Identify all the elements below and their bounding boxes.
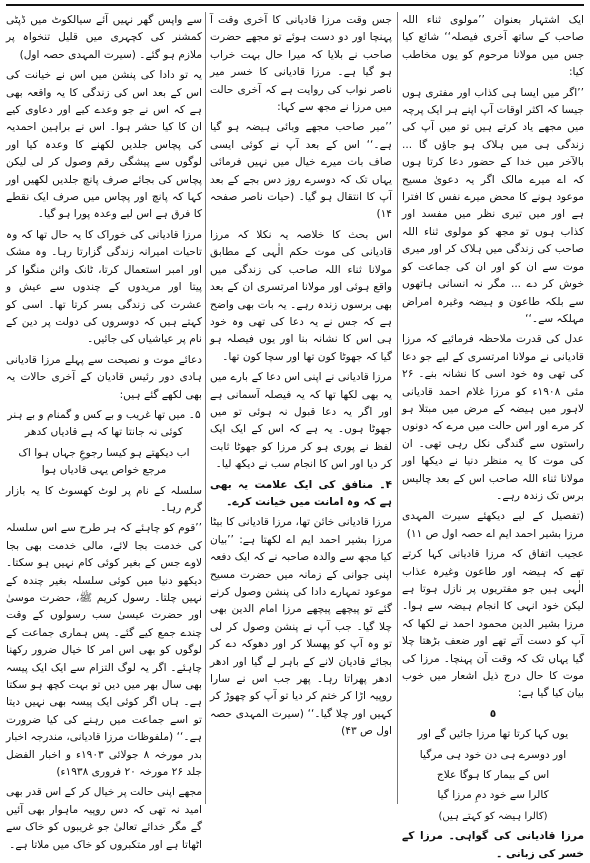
- column-right-paragraph-1: ایک اشتہار بعنوان ’’مولوی ثناء اللہ صاحب کے ساتھ آخری فیصلہ‘‘ شائع کیا جس میں مولانا مرحوم کو یوں مخاطب کیا:: [402, 14, 584, 79]
- column-left-paragraph-2: یہ تو دادا کی پنشن میں اس نے خیانت کی اس کے بعد اس کی زندگی کا یہ واقعہ بھی ہے کہ اس نے جو وعدے کیے اور دعاوی کیے ان کا کیا حشر ہوا۔ اس نے براہین احمدیہ کی پچاس جلدیں لکھنے کا وعدہ کیا اور لوگوں سے پیشگی رقم وصول کر لی لیکن پچاس کی بجائے صرف پانچ جلدیں لکھیں اور کہا کہ پانچ اور پچاس میں صرف ایک نقطے کا فرق ہے اس لیے وعدہ پورا ہو گیا۔: [6, 69, 202, 221]
- verse-line-1: یوں کہا کرتا تھا مرزا جائیں گے اور: [417, 728, 569, 741]
- column-right-paragraph-4: (تفصیل کے لیے دیکھئے سیرت المہدی مرزا بشیر احمد ایم اے حصہ اول ص ۱۱): [402, 510, 584, 540]
- column-right-paragraph-5: عجیب اتفاق کہ مرزا قادیانی کہا کرتے تھے کہ ہیضہ اور طاعون وغیرہ عذاب الٰہی ہیں جو مفتریوں پر نازل ہوتا ہے لیکن خود انہی کا انجام ہیضہ سے ہوا۔ مرزا بشیر الدین محمود احمد نے لکھا کہ آپ کو دست آتے تھے اور ضعف بڑھتا چلا گیا یہاں تک کہ وقت آن پہنچا۔ مرزا کی موت کا حال درج ذیل اشعار میں خوب بیان کیا گیا ہے:: [402, 548, 584, 700]
- column-left-paragraph-3: مرزا قادیانی کی خوراک کا یہ حال تھا کہ وہ تاحیات امیرانہ زندگی گزارتا رہا۔ وہ مشک اور امبر استعمال کرتا، ٹانک وائن منگوا کر پیتا اور مریدوں کے چندوں سے عیش و عشرت کی زندگی بسر کرتا تھا۔ اسی کو کہتے ہیں کہ دوسروں کی دولت پر دین کے نام پر عیاشیاں کی جائیں۔: [6, 228, 202, 346]
- column-left-paragraph-7: سلسلہ کے نام پر لوٹ کھسوٹ کا یہ بازار گرم رہا۔: [6, 484, 202, 514]
- verse-line-4: کالرا سے خود دمِ مرزا گیا: [437, 789, 549, 802]
- column-middle-paragraph-5: ۴۔ منافق کی ایک علامت یہ بھی ہے کہ وہ امانت میں خیانت کرے۔: [210, 478, 392, 508]
- column-right-paragraph-3: عدل کی قدرت ملاحظہ فرمائیے کہ مرزا قادیانی نے مولانا امرتسری کے لیے جو دعا کی تھی وہ خود اسی کا نشانہ بنے۔ ۲۶ مئی ۱۹۰۸ء کو مرزا غلام احمد قادیانی لاہور میں ہیضہ کے مرض میں مبتلا ہو کر مرے اور اس حالت میں مرے کہ دونوں راستوں سے گندگی نکل رہی تھی۔ ان کی موت کا یہ منظر دنیا نے دیکھا اور مولانا ثناء اللہ صاحب اس کے بعد چالیس برس تک زندہ رہے۔: [402, 333, 584, 502]
- top-rule: [6, 4, 584, 6]
- column-left-paragraph-8: ’’قوم کو چاہئے کہ ہر طرح سے اس سلسلہ کی خدمت بجا لائے، مالی خدمت بھی بجا لاوے جس کے بغیر کوئی کام نہیں ہو سکتا۔ دیکھو دنیا میں کوئی سلسلہ بغیر چندہ کے نہیں چلتا۔ رسول کریم ﷺ، حضرت موسیٰ اور حضرت عیسیٰ سب رسولوں کے وقت چندے جمع کیے گئے۔ پس ہماری جماعت کے لوگوں کو بھی اس امر کا خیال ضرور رکھنا چاہئے۔ اگر یہ لوگ التزام سے ایک ایک پیسہ بھی سال بھر میں دیں تو بہت کچھ ہو سکتا ہے۔ ہاں اگر کوئی ایک پیسہ بھی نہیں دیتا تو اسے جماعت میں رہنے کی کیا ضرورت ہے۔‘‘ (ملفوظات مرزا قادیانی، مندرجہ اخبار بدر مورخہ ۸ جولائی ۱۹۰۳ء و اخبار الفضل جلد ۲۶ مورخہ ۲۰ فروری ۱۹۳۸ء): [6, 522, 202, 779]
- section-marker: ٥: [489, 707, 497, 720]
- column-left: [6, 12, 202, 851]
- column-right: [402, 12, 584, 860]
- column-left-verse-2: اب دیکھتے ہو کیسا رجوعِ جہاں ہوا اک مرجع خواص یہی قادیاں ہوا: [18, 446, 190, 477]
- column-right-closing-line: مرزا قادیانی کی گواہی۔ مرزا کے خسر کی زبانی ۔: [402, 830, 584, 860]
- column-middle-paragraph-6: مرزا قادیانی خائن تھا، مرزا قادیانی کا بیٹا مرزا بشیر احمد ایم اے لکھتا ہے: ’’بیان کیا مجھ سے والدہ صاحبہ نے کہ ایک دفعہ اپنی جوانی کے زمانہ میں حضرت مسیح موعود تمہارے دادا کی پنشن وصول کرنے گئے تو پیچھے پیچھے مرزا امام الدین بھی چلا گیا۔ جب آپ نے پنشن وصول کر لی تو وہ آپ کو پھسلا کر اور دھوکہ دے کر بجائے قادیان لانے کے باہر لے گیا اور ادھر ادھر پھراتا رہا۔ پھر جب اس نے سارا روپیہ اڑا کر ختم کر دیا تو آپ کو چھوڑ کر کہیں اور چلا گیا۔‘‘ (سیرت المہدی حصہ اول ص ۴۳): [210, 516, 392, 738]
- column-left-paragraph-1: سے واپس گھر نہیں آئے سیالکوٹ میں ڈپٹی کمشنر کی کچہری میں قلیل تنخواہ پر ملازم ہو گئے۔ (سیرت المہدی حصہ اول): [6, 14, 202, 61]
- column-left-paragraph-9: مجھے اپنی حالت پر خیال کر کے اس قدر بھی امید نہ تھی کہ دس روپیہ ماہوار بھی آئیں گے مگر خدائے تعالیٰ جو غریبوں کو خاک سے اٹھاتا ہے اور متکبروں کو خاک میں ملاتا ہے۔: [6, 786, 202, 851]
- column-middle-paragraph-2: ’’میر صاحب مجھے وبائی ہیضہ ہو گیا ہے۔‘‘ اس کے بعد آپ نے کوئی ایسی صاف بات میرے خیال میں نہیں فرمائی یہاں تک کہ دوسرے روز دس بجے کے بعد آپ کا انتقال ہو گیا۔ (حیات ناصر صفحہ ۱۴): [210, 121, 392, 221]
- column-middle-paragraph-4: مرزا قادیانی نے اپنی اس دعا کے بارے میں یہ بھی لکھا تھا کہ یہ فیصلہ آسمانی ہے اور اگر یہ دعا قبول نہ ہوئی تو میں جھوٹا ہوں۔ یہ ہے کہ اس کے ایک ایک لفظ نے پوری ہو کر مرزا کو جھوٹا ثابت کر دیا اور اس کا انجام سب نے دیکھ لیا۔: [210, 371, 392, 471]
- column-left-verse-1: ۵۔ میں تھا غریب و بے کس و گمنام و بے ہنر کوئی نہ جانتا تھا کہ ہے قادیاں کدھر: [7, 408, 201, 439]
- verse-line-2: اور دوسرے ہی دن خود ہی مرگیا: [419, 748, 567, 761]
- column-divider-left: [205, 12, 206, 804]
- column-middle-paragraph-3: اس بحث کا خلاصہ یہ نکلا کہ مرزا قادیانی کی موت حکم الٰہی کے مطابق مولانا ثناء اللہ صاحب کی زندگی میں واقع ہوئی اور مولانا امرتسری ان کے بعد بھی برسوں زندہ رہے۔ یہ بات بھی واضح ہے کہ جس نے یہ دعا کی تھی وہ خود ہی اس کا نشانہ بنا اور یوں فیصلہ ہو گیا کہ جھوٹا کون تھا اور سچا کون تھا۔: [210, 228, 392, 363]
- column-middle: [210, 12, 392, 804]
- column-divider-right: [397, 12, 398, 804]
- column-left-paragraph-4: دعائے موت و نصیحت سے پہلے مرزا قادیانی ہادی دور رئیس قادیان کے آخری حالات یہ بھی لکھے گئے ہیں:: [6, 353, 202, 401]
- verse-line-3: اس کے بیمار کا ہوگا علاج: [436, 769, 550, 782]
- column-right-paragraph-2: ’’اگر میں ایسا ہی کذاب اور مفتری ہوں جیسا کہ اکثر اوقات آپ اپنے ہر ایک پرچہ میں مجھے یاد کرتے ہیں تو میں آپ کی زندگی ہی میں ہلاک ہو جاؤں گا ... بالآخر میں خدا کے حضور دعا کرتا ہوں کہ اے میرے مالک اگر یہ دعویٰ مسیح موعود ہونے کا محض میرے نفس کا افترا ہے اور میں تیری نظر میں مفسد اور کذاب ہوں تو مجھ کو مولوی ثناء اللہ صاحب کی زندگی میں ہلاک کر اور میری موت سے ان کو اور ان کی جماعت کو خوش کر دے ... مگر نہ انسانی ہاتھوں سے بلکہ طاعون و ہیضہ وغیرہ امراض مہلکہ سے۔‘‘: [402, 86, 584, 325]
- verse-note: (کالرا ہیضہ کو کہتے ہیں): [438, 810, 548, 822]
- column-middle-paragraph-1: جس وقت مرزا قادیانی کا آخری وقت آ پہنچا اور دو دست ہوئے تو مجھے حضرت صاحب نے بلایا کہ میرا حال بہت خراب ہو گیا ہے۔ مرزا قادیانی کا خسر میر ناصر نواب کی روایت ہے کہ آخری حالت میں مرزا نے مجھ سے کہا:: [210, 14, 392, 114]
